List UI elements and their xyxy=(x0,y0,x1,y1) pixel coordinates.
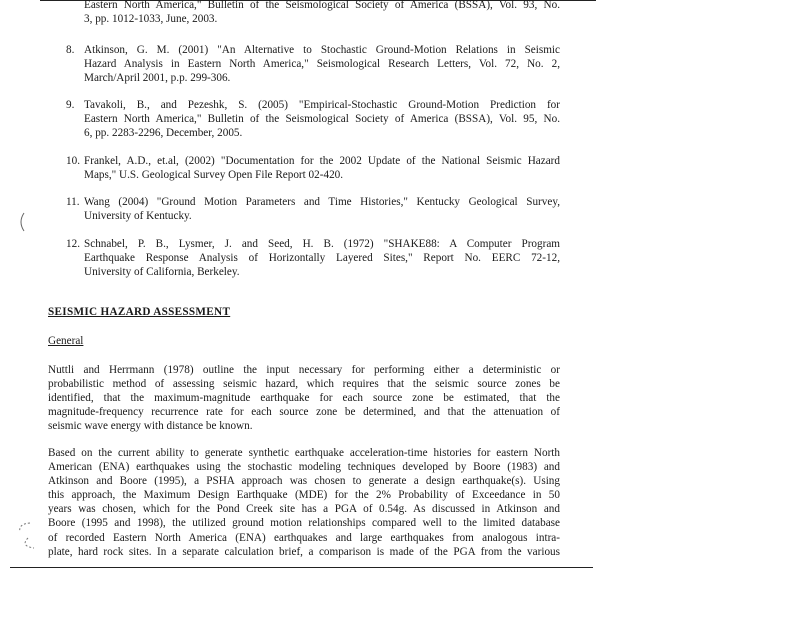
continued-line: 3, pp. 1012-1033, June, 2003. xyxy=(84,13,218,26)
paragraph-line: years was chosen, which for the Pond Creek site has a PGA of 0.54g. As discussed in Atkinson and xyxy=(48,503,560,516)
bottom-rule xyxy=(10,567,593,568)
paragraph-line: probabilistic method of assessing seismic hazard, which requires that the seismic source zones be xyxy=(48,378,560,391)
reference-item-8 xyxy=(66,43,560,86)
reference-number: 8. xyxy=(66,44,75,56)
reference-line: 6, pp. 2283-2296, December, 2005. xyxy=(84,127,243,140)
reference-item-9 xyxy=(66,98,560,141)
reference-line: Earthquake Response Analysis of Horizontally Layered Sites," Report No. EERC 72-12, xyxy=(84,252,560,265)
scan-mark-curve xyxy=(10,520,40,555)
reference-line: Atkinson, G. M. (2001) "An Alternative to Stochastic Ground-Motion Relations in Seismic xyxy=(84,44,560,56)
paragraph-1 xyxy=(48,363,560,433)
paragraph-line: plate, hard rock sites. In a separate calculation brief, a comparison is made of the PGA from the various xyxy=(48,545,560,558)
reference-number: 11. xyxy=(66,196,80,208)
paragraph-line: of recorded Eastern North America (ENA) earthquakes and large earthquakes from analogous intra- xyxy=(48,531,560,544)
paragraph-line: seismic wave energy with distance be known. xyxy=(48,420,253,433)
paragraph-line: Boore (1995 and 1998), the utilized ground motion relationships compared well to the limited database xyxy=(48,517,560,530)
reference-line: University of Kentucky. xyxy=(84,210,192,223)
reference-item-10 xyxy=(66,154,560,182)
reference-line: University of California, Berkeley. xyxy=(84,266,240,279)
paragraph-line: identified, that the maximum-magnitude earthquake for each source zone be estimated, that the xyxy=(48,392,560,405)
section-heading: SEISMIC HAZARD ASSESSMENT xyxy=(48,306,231,318)
paragraph-line: Atkinson and Boore (1995), a PSHA approach was chosen to generate a design earthquake(s). Using xyxy=(48,475,560,488)
reference-item-12 xyxy=(66,237,560,280)
paragraph-line: magnitude-frequency recurrence rate for each source zone be determined, and that the attenuation of xyxy=(48,406,560,419)
paragraph-line: Based on the current ability to generate synthetic earthquake acceleration-time histories for eastern North xyxy=(48,447,560,459)
subsection-heading: General xyxy=(48,335,84,347)
reference-number: 9. xyxy=(66,99,75,111)
reference-line: Maps," U.S. Geological Survey Open File Report 02-420. xyxy=(84,169,344,182)
reference-item-11 xyxy=(66,195,560,223)
reference-line: Tavakoli, B., and Pezeshk, S. (2005) "Empirical-Stochastic Ground-Motion Prediction for xyxy=(84,99,560,111)
reference-line: Eastern North America," Bulletin of the Seismological Society of America (BSSA), Vol. 95, No. xyxy=(84,113,560,126)
continued-reference xyxy=(84,0,560,26)
paragraph-2 xyxy=(48,446,560,559)
reference-number: 12. xyxy=(66,238,80,250)
scan-mark-bracket xyxy=(16,212,26,237)
paragraph-line: this approach, the Maximum Design Earthquake (MDE) for the 2% Probability of Exceedance in 50 xyxy=(48,489,560,502)
reference-line: Hazard Analysis in Eastern North America," Seismological Research Letters, Vol. 72, No. 2, xyxy=(84,58,560,71)
paragraph-line: American (ENA) earthquakes using the stochastic modeling techniques developed by Boore (1983) and xyxy=(48,461,560,474)
reference-number: 10. xyxy=(66,155,80,167)
reference-line: March/April 2001, p.p. 299-306. xyxy=(84,72,231,85)
reference-line: Schnabel, P. B., Lysmer, J. and Seed, H. B. (1972) "SHAKE88: A Computer Program xyxy=(84,238,560,250)
reference-line: Frankel, A.D., et.al, (2002) "Documentation for the 2002 Update of the National Seismic Hazard xyxy=(84,155,560,167)
paragraph-line: Nuttli and Herrmann (1978) outline the input necessary for performing either a deterministic or xyxy=(48,364,560,376)
reference-line: Wang (2004) "Ground Motion Parameters and Time Histories," Kentucky Geological Survey, xyxy=(84,196,560,208)
continued-line: Eastern North America," Bulletin of the Seismological Society of America (BSSA), Vol. 93, No. xyxy=(84,0,560,11)
